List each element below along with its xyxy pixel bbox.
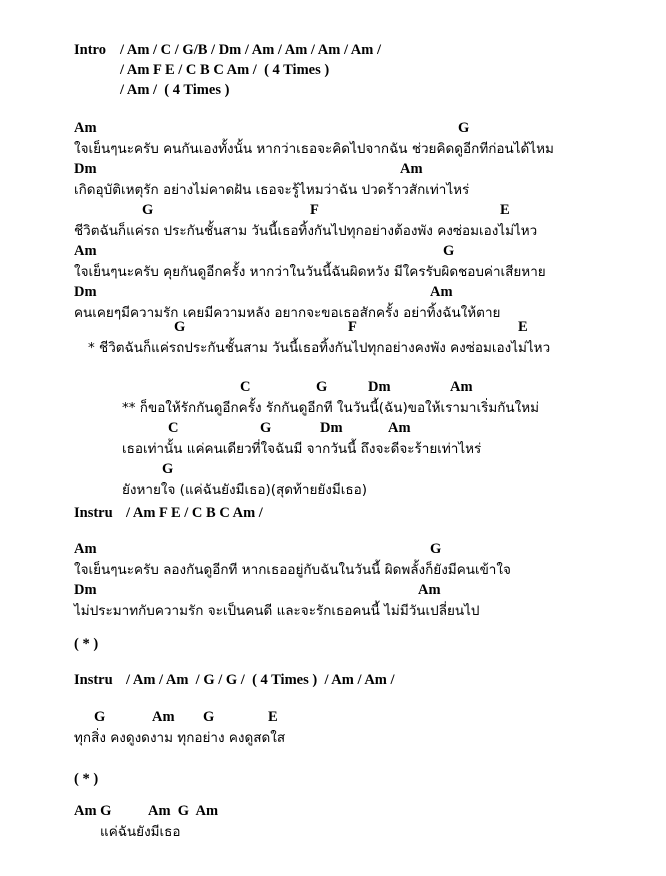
chord-line <box>0 581 666 600</box>
section-chorus-double-star <box>0 378 666 501</box>
chord-token: F <box>310 202 319 218</box>
lyric-token: คนเคยๆมีความรัก เคยมีความหลัง อยากจะขอเธอสักครั้ง อย่าทิ้งฉันให้ตาย <box>74 305 501 321</box>
section-bridge <box>0 708 666 749</box>
chord-token: G <box>316 379 328 395</box>
chord-token: G <box>458 120 470 136</box>
chord-token: E <box>500 202 510 218</box>
chord-token: G <box>260 420 272 436</box>
lyric-token: ** ก็ขอให้รักกันดูอีกครั้ง รักกันดูอีกที ในวันนี้(ฉัน)ขอให้เรามาเริ่มกันใหม่ <box>122 400 540 416</box>
section-verse-1 <box>0 119 666 324</box>
directive-line <box>0 80 666 100</box>
directive-line <box>0 60 666 80</box>
lyric-token: ไม่ประมาทกับความรัก จะเป็นคนดี และจะรักเธอคนนี้ ไม่มีวันเปลี่ยนไป <box>74 603 480 619</box>
section-instru-1 <box>0 503 666 523</box>
chord-token: Am <box>74 243 97 259</box>
section-repeat-star-1 <box>0 634 666 654</box>
lyric-token: ชีวิตฉันก็แค่รถ ประกันชั้นสาม วันนี้เธอทิ้งกันไปทุกอย่างต้องพัง คงซ่อมเองไม่ไหว <box>74 223 538 239</box>
chord-line <box>0 708 666 727</box>
lyric-line <box>0 220 666 242</box>
directive-line <box>0 40 666 60</box>
chord-token: G <box>162 461 174 477</box>
lyric-token: เกิดอุบัติเหตุรัก อย่างไม่คาดฝัน เธอจะรู้ไหมว่าฉัน ปวดร้าวสักเท่าไหร่ <box>74 182 470 198</box>
chord-line <box>0 242 666 261</box>
section-chorus-star <box>0 318 666 359</box>
chord-token: Dm <box>368 379 391 395</box>
chord-token: G <box>94 709 106 725</box>
chord-token: Dm <box>74 582 97 598</box>
chord-line <box>0 802 666 821</box>
lyric-token: ทุกสิ่ง คงดูงดงาม ทุกอย่าง คงดูสดใส <box>74 730 286 746</box>
chord-line <box>0 419 666 438</box>
section-verse-2 <box>0 540 666 622</box>
lyric-token: ใจเย็นๆนะครับ ลองกันดูอีกที หากเธออยู่กับฉันในวันนี้ ผิดพลั้งก็ยังมีคนเข้าใจ <box>74 562 511 578</box>
directive-line <box>0 769 666 789</box>
chord-line <box>0 201 666 220</box>
chord-token: C <box>240 379 251 395</box>
chord-token: G <box>142 202 154 218</box>
lyric-line <box>0 397 666 419</box>
directive-token: Instru <box>74 505 113 521</box>
chord-line <box>0 460 666 479</box>
directive-token: ( * ) <box>74 636 99 652</box>
chord-token: Dm <box>74 284 97 300</box>
chord-token: E <box>518 319 528 335</box>
lyric-line <box>0 600 666 622</box>
lyric-line <box>0 438 666 460</box>
chord-token: Am <box>74 120 97 136</box>
chord-line <box>0 119 666 138</box>
directive-token: / Am / ( 4 Times ) <box>120 82 230 98</box>
lyric-line <box>0 261 666 283</box>
lyric-token: ใจเย็นๆนะครับ คุยกันดูอีกครั้ง หากว่าในวันนี้ฉันผิดหวัง มีใครรับผิดชอบค่าเสียหาย <box>74 264 546 280</box>
chord-token: Am <box>430 284 453 300</box>
chord-line <box>0 283 666 302</box>
chord-token: F <box>348 319 357 335</box>
chord-token: Dm <box>74 161 97 177</box>
chord-token: Am G <box>74 803 112 819</box>
chord-token: E <box>268 709 278 725</box>
section-instru-2 <box>0 670 666 690</box>
directive-line <box>0 670 666 690</box>
lyric-token: * ชีวิตฉันก็แค่รถประกันชั้นสาม วันนี้เธอทิ้งกันไปทุกอย่างคงพัง คงซ่อมเองไม่ไหว <box>88 340 551 356</box>
section-repeat-star-2 <box>0 769 666 789</box>
lyric-token: ยังหายใจ (แค่ฉันยังมีเธอ)(สุดท้ายยังมีเธอ) <box>122 482 368 498</box>
chord-token: Am <box>450 379 473 395</box>
chord-token: G <box>443 243 455 259</box>
lyric-line <box>0 337 666 359</box>
directive-token: / Am / Am / G / G / ( 4 Times ) / Am / Am / <box>126 672 395 688</box>
lyric-token: ใจเย็นๆนะครับ คนกันเองทั้งนั้น หากว่าเธอจะคิดไปจากฉัน ช่วยคิดดูอีกทีก่อนได้ไหม <box>74 141 554 157</box>
chord-line <box>0 318 666 337</box>
directive-line <box>0 634 666 654</box>
section-outro <box>0 802 666 843</box>
lyric-line <box>0 138 666 160</box>
directive-line <box>0 503 666 523</box>
chord-token: Am <box>388 420 411 436</box>
directive-token: / Am F E / C B C Am / <box>126 505 263 521</box>
directive-token: / Am / C / G/B / Dm / Am / Am / Am / Am / <box>120 42 382 58</box>
chord-token: Am <box>74 541 97 557</box>
lyric-line <box>0 727 666 749</box>
chord-token: Am <box>400 161 423 177</box>
chord-token: Am <box>152 709 175 725</box>
directive-token: ( * ) <box>74 771 99 787</box>
lyric-token: เธอเท่านั้น แค่คนเดียวที่ใจฉันมี จากวันนี้ ถึงจะดีจะร้ายเท่าไหร่ <box>122 441 482 457</box>
directive-token: / Am F E / C B C Am / ( 4 Times ) <box>120 62 330 78</box>
lyric-line <box>0 559 666 581</box>
lyric-line <box>0 479 666 501</box>
directive-token: Instru <box>74 672 113 688</box>
chord-token: Am G Am <box>148 803 219 819</box>
chord-token: G <box>174 319 186 335</box>
chord-token: Am <box>418 582 441 598</box>
chord-token: G <box>203 709 215 725</box>
directive-token: Intro <box>74 42 106 58</box>
chord-token: Dm <box>320 420 343 436</box>
lyric-line <box>0 821 666 843</box>
chord-line <box>0 540 666 559</box>
lyric-token: แค่ฉันยังมีเธอ <box>100 824 181 840</box>
chord-line <box>0 160 666 179</box>
chord-token: G <box>430 541 442 557</box>
section-intro <box>0 40 666 100</box>
chord-line <box>0 378 666 397</box>
lyric-line <box>0 179 666 201</box>
chord-token: C <box>168 420 179 436</box>
